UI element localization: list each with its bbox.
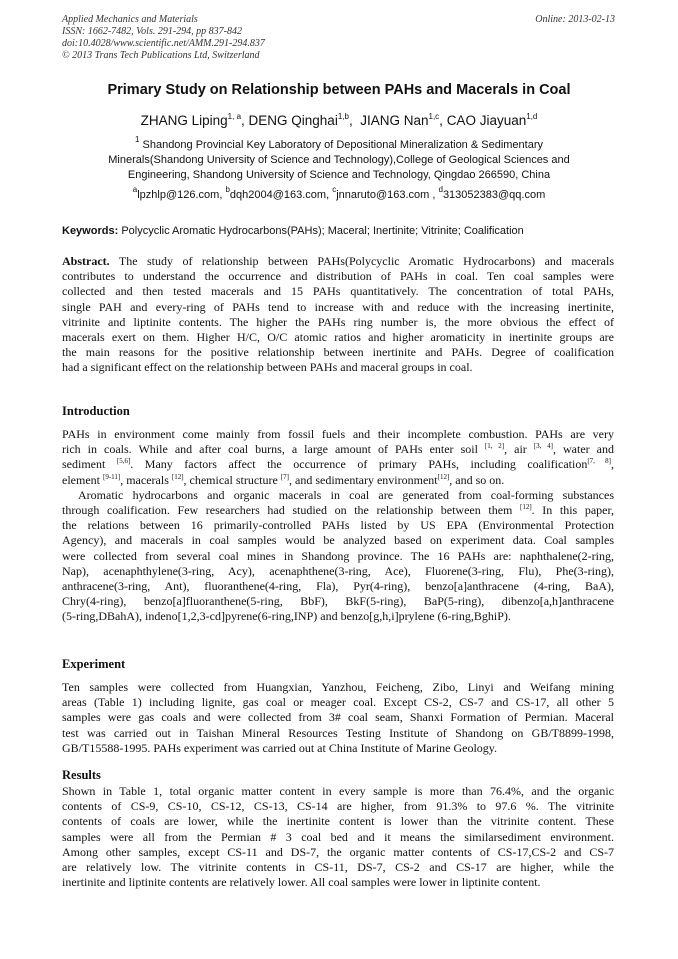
intro-line: through coalification. Few researchers had studied on the relationship between them [12]. In this paper,	[62, 502, 615, 517]
citation: [9-11]	[102, 472, 121, 481]
author-sup: 1,c	[428, 112, 440, 121]
journal-name: Applied Mechanics and Materials	[62, 14, 198, 25]
abstract-line: vitrinite and liptinite contents. The higher the PAHs ring number is, the more obvious the effect of	[62, 314, 614, 329]
intro-line: Aromatic hydrocarbons and organic macerals in coal are generated from coal-forming substances	[78, 487, 614, 502]
experiment-paragraph	[62, 680, 614, 756]
copyright-line: © 2013 Trans Tech Publications Ltd, Switzerland	[62, 50, 260, 61]
author-name: CAO Jiayuan	[446, 113, 527, 128]
abstract-label: Abstract.	[62, 254, 110, 268]
abstract-line: collected and then tested macerals and 15 PAHs quantitatively. The concentration of total PAHs,	[62, 284, 614, 299]
intro-line: element [9-11], macerals [12], chemical structure [7], and sedimentary environment[12], and so on.	[62, 472, 505, 487]
email-sup: c	[332, 185, 337, 194]
email-sup: b	[225, 185, 230, 194]
intro-line: Chry(4-ring), benzo[a]fluoranthene(5-ring, BbF), BkF(5-ring), BaP(5-ring), dibenzo[a,h]anthracene	[62, 594, 614, 609]
abstract-line: contributes to understand the occurrence and distribution of PAHs in coal. Ten coal samples were	[62, 269, 614, 284]
abstract-line: single PAH and every-ring of PAHs tend to increase with and reduce with the increasing inertinite,	[62, 299, 614, 314]
issn-line: ISSN: 1662-7482, Vols. 291-294, pp 837-842	[62, 26, 242, 37]
introduction-paragraph	[62, 427, 614, 624]
citation: [5,6]	[116, 457, 131, 466]
email-address: jnnaruto@163.com	[336, 189, 430, 201]
results-line: Shown in Table 1, total organic matter content in every sample is more than 76.4%, and the organic	[62, 784, 614, 798]
email-address: dqh2004@163.com	[229, 189, 327, 201]
citation: [12]	[171, 472, 184, 481]
results-line: are relatively low. The vitrinite contents in CS-11, DS-7, CS-2 and CS-17 are higher, while the	[62, 859, 614, 874]
author-name: ZHANG Liping	[140, 113, 228, 128]
citation: [12]	[437, 472, 450, 481]
paper-title: Primary Study on Relationship between PAHs and Macerals in Coal	[107, 82, 571, 98]
affiliation-line: Engineering, Shandong University of Science and Technology, Qingdao 266590, China	[127, 169, 551, 181]
introduction-heading: Introduction	[62, 404, 130, 418]
affiliation-line: Minerals(Shandong University of Science and Technology),College of Geological Sciences and	[108, 154, 570, 166]
author-sup: 1,b	[337, 112, 349, 121]
email-list: $^a$lpzhlp@126.com, $^b$dqh2004@163.com, $^c$jnnaruto@163.com , $^d$313052383@qq.com	[132, 185, 546, 201]
author-name: DENG Qinghai	[248, 113, 338, 128]
experiment-line: Ten samples were collected from Huangxian, Yanzhou, Feicheng, Zibo, Linyi and Weifang mining	[62, 680, 614, 694]
abstract-line: had a significant effect on the relationship between PAHs and maceral groups in coal.	[62, 360, 473, 375]
experiment-heading: Experiment	[62, 657, 126, 671]
experiment-line: samples were gas coals and were collected from 3# coal seam, Shanxi Formation of Permian. Maceral	[62, 710, 614, 725]
intro-line: were collected from several coal mines in Shandong province. The 16 PAHs are: naphthalene(2-ring,	[62, 548, 614, 563]
intro-line: the relations between 16 primarily-controlled PAHs listed by US EPA (Environmental Protection	[62, 518, 614, 533]
journal-header	[62, 14, 265, 62]
keywords	[62, 225, 524, 237]
intro-line: sediment [5,6]. Many factors affect the occurrence of primary PAHs, including coalification[7, 8],	[62, 457, 615, 472]
author-sup: 1, a	[227, 112, 242, 121]
keywords-label: Keywords:	[62, 225, 119, 237]
doi-line: doi:10.4028/www.scientific.net/AMM.291-294.837	[62, 38, 265, 49]
experiment-line: areas (Table 1) including lignite, gas coal or meager coal. Except CS-2, CS-7 and CS-17, all other 5	[62, 695, 614, 710]
email-sup: d	[438, 185, 443, 194]
results-line: samples were all from the Permian # 3 coal bed and it means the similarsediment environment.	[62, 829, 614, 844]
experiment-line: test was carried out in Taishan Mineral Resources Testing Institute of Shandong on GB/T8899-1998,	[62, 725, 614, 740]
results-line: Among other samples, except CS-11 and DS-7, the organic matter contents of CS-17,CS-2 and CS-7	[62, 844, 614, 859]
results-paragraph	[62, 784, 614, 890]
intro-line: (5-ring,DBahA), indeno[1,2,3-cd]pyrene(6-ring,INP) and benzo[g,h,i]prylene (6-ring,BghiP).	[62, 609, 511, 624]
intro-line: Nap), acenaphthylene(3-ring, Acy), acenaphthene(3-ring, Ace), Fluorene(3-ring, Flu), Phe(3-ring),	[62, 563, 614, 578]
results-heading: Results	[62, 768, 101, 782]
author-name: JIANG Nan	[360, 113, 429, 128]
intro-line: anthracene(3-ring, Ant), fluoranthene(4-ring, Fla), Pyr(4-ring), benzo[a]anthracene (4-ring, BaA),	[62, 578, 614, 593]
affiliation-line: Shandong Provincial Key Laboratory of Depositional Mineralization & Sedimentary	[142, 139, 544, 151]
affiliation	[40, 135, 638, 183]
intro-line: PAHs in environment come mainly from fossil fuels and their incomplete combustion. PAHs are very	[62, 427, 614, 441]
citation: [3, 4]	[533, 442, 553, 451]
experiment-line: GB/T15588-1995. PAHs experiment was carried out at China Institute of Marine Geology.	[62, 740, 498, 755]
abstract-line: the main reasons for the positive relationship between inertinite and PAHs. Degree of coalification	[62, 345, 614, 360]
author-list: ZHANG Liping$^{1, a}$, DENG Qinghai$^{1,b}$, JIANG Nan$^{1,c}$, CAO Jiayuan$^{1,d}$	[140, 112, 538, 128]
online-date: Online: 2013-02-13	[535, 14, 615, 25]
affiliation-sup: 1	[134, 135, 140, 144]
intro-line: rich in coals. While and after coal burns, a large amount of PAHs enter soil [1, 2], air [3, 4], water and	[62, 442, 614, 457]
author-sup: 1,d	[526, 112, 538, 121]
results-line: contents of coals are lower, while the inertinite content is lower than the vitrinite content. These	[62, 814, 614, 829]
abstract-line: macerals exert on them. Higher H/C, O/C atomic ratios and higher aromaticity in inertinite groups are	[62, 329, 614, 344]
citation: [7]	[280, 472, 289, 481]
email-address: 313052383@qq.com	[442, 189, 546, 201]
abstract-paragraph	[62, 254, 614, 376]
email-sup: a	[132, 185, 138, 194]
citation: [1, 2]	[484, 442, 505, 451]
intro-line: Agency), and macerals in coal samples would be analyzed based on experiment data. Coal samples	[62, 533, 614, 548]
results-line: contents of CS-9, CS-10, CS-12, CS-13, CS-14 are higher, from 91.3% to 97.6 %. The vitrinite	[62, 799, 614, 814]
keywords-text: Polycyclic Aromatic Hydrocarbons(PAHs); Maceral; Inertinite; Vitrinite; Coalification	[121, 225, 524, 237]
email-address: lpzhlp@126.com	[137, 189, 220, 201]
results-line: inertinite and liptinite contents are relatively lower. All coal samples were lower in liptinite content.	[62, 875, 541, 890]
citation: [12]	[519, 502, 532, 511]
citation: [7, 8]	[587, 457, 612, 466]
abstract-line: The study of relationship between PAHs(Polycyclic Aromatic Hydrocarbons) and macerals	[118, 254, 614, 268]
